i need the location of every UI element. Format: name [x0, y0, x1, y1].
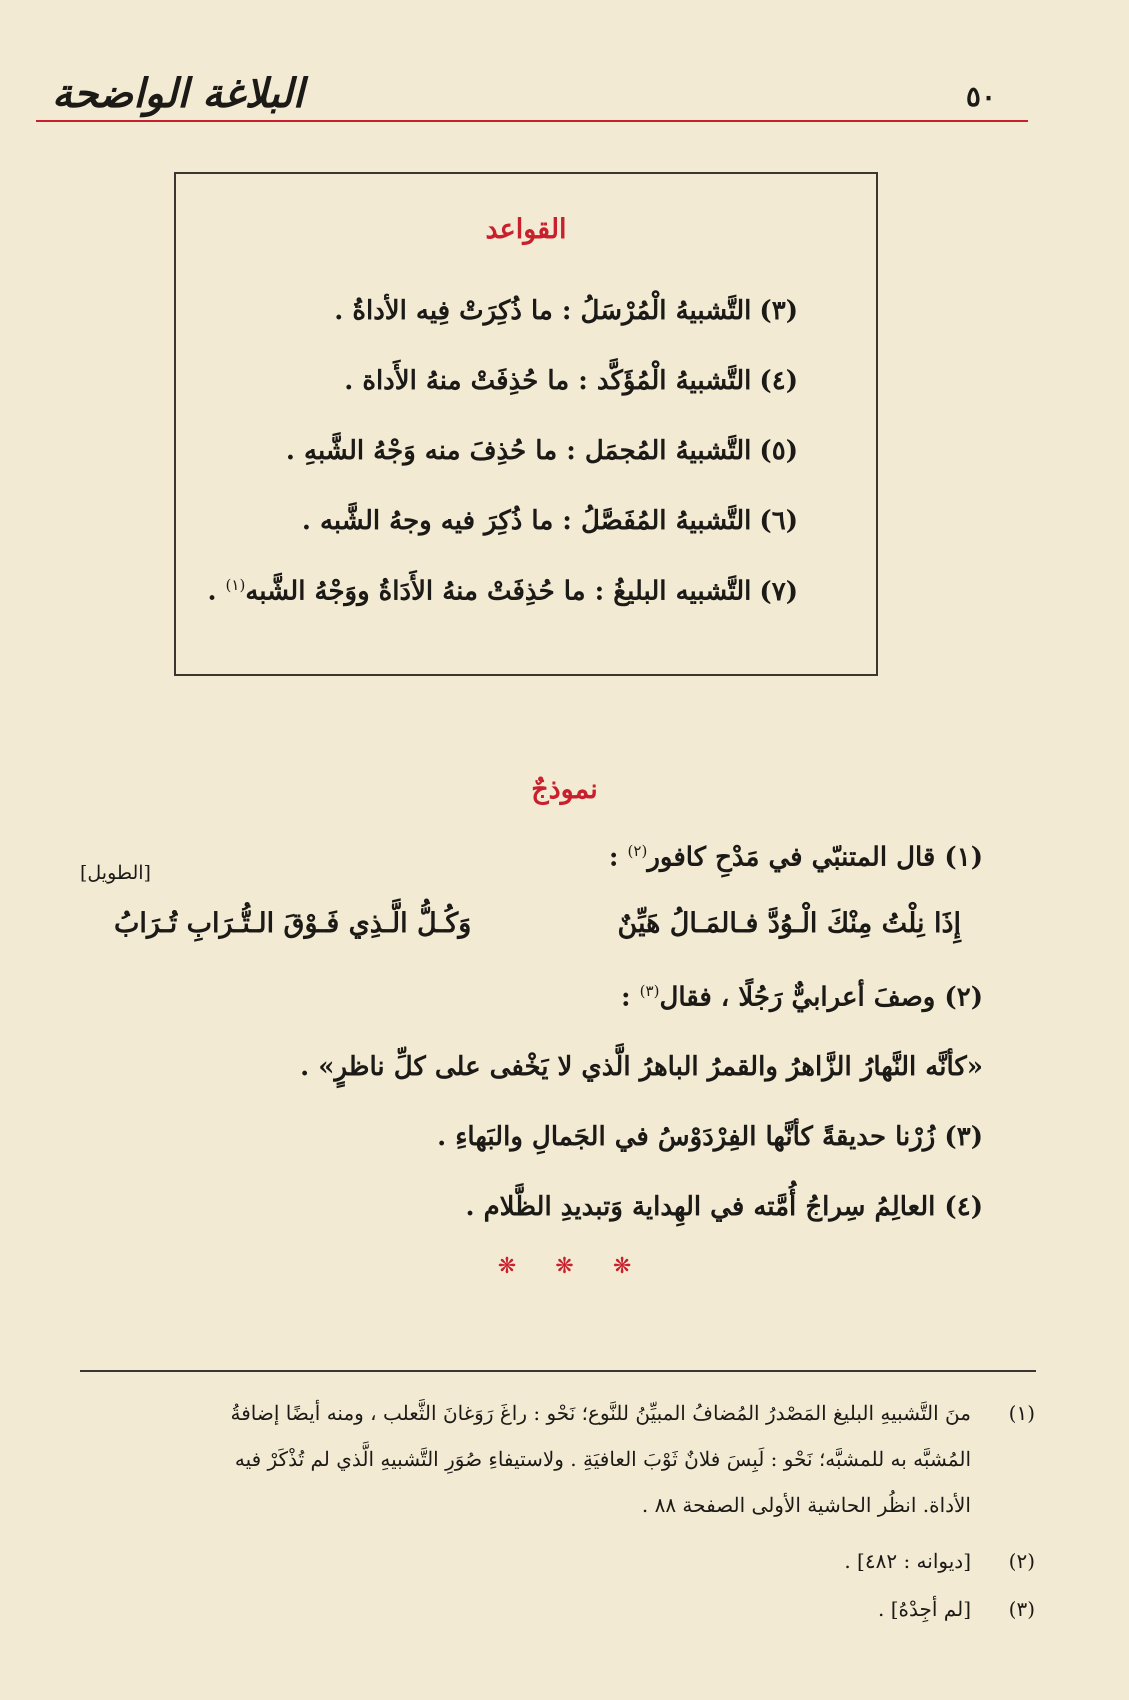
footnote-line: [ديوانه : ٤٨٢] .: [844, 1549, 971, 1573]
rules-title: القواعد: [485, 214, 567, 245]
footnote-number: (٣): [1008, 1597, 1035, 1621]
item-text: زُرْنا حديقةً كأنَّها الفِرْدَوْسُ في الجَمالِ والبَهاءِ .: [437, 1122, 936, 1152]
example-item-2: [621, 982, 983, 1013]
rule-text: التَّشبيهُ المُفَصَّلُ : ما ذُكِرَ فيه وجهُ الشَّبه .: [301, 506, 752, 536]
example-item-3: [437, 1122, 983, 1152]
item-number: (٣): [944, 1122, 983, 1152]
item-text: العالِمُ سِراجُ أُمَّته في الهِداية وَتبديدِ الظَّلام .: [465, 1192, 936, 1222]
rule-number: (٥): [759, 436, 798, 466]
rule-text: التَّشبيهُ الْمُؤَكَّد : ما حُذِفَتْ منهُ الأَداة .: [344, 366, 752, 396]
quoted-saying: «كأنَّه النَّهارُ الزَّاهرُ والقمرُ الباهرُ الَّذي لا يَخْفى على كلِّ ناظرٍ» .: [300, 1052, 983, 1082]
header-divider: [36, 120, 1028, 122]
item-text: وصفَ أعرابيٌّ رَجُلًا ، فقال: [659, 982, 936, 1013]
section-ornaments: [0, 1254, 1129, 1279]
rule-number: (٤): [759, 366, 798, 396]
verse-second-hemistich: وَكُـلُّ الَّـذِي فَـوْقَ الـتُّـرَابِ تُـرَابُ: [114, 908, 472, 939]
item-number: (٢): [944, 982, 983, 1013]
rule-item: [344, 366, 798, 396]
ornament-icon: ❋: [497, 1254, 517, 1279]
footnote-line: الأداة. انظُر الحاشية الأولى الصفحة ٨٨ .: [641, 1493, 971, 1517]
rule-number: (٣): [759, 296, 798, 326]
item-text: قال المتنبّي في مَدْحِ كافور: [647, 842, 936, 873]
footnote-number: (٢): [1008, 1549, 1035, 1573]
footnote-2: [91, 1538, 1035, 1584]
item-number: (١): [944, 842, 983, 873]
footnote-number: (١): [1008, 1401, 1035, 1425]
ornament-icon: ❋: [555, 1254, 574, 1279]
rule-item: [302, 506, 798, 536]
rule-number: (٧): [759, 576, 798, 607]
rule-item: [207, 576, 798, 607]
page-header: [36, 70, 1026, 122]
footnote-line: [لم أجِدْهُ] .: [878, 1597, 971, 1621]
footnote-ref-3[interactable]: (٣): [639, 982, 660, 1000]
model-title: نموذجٌ: [531, 774, 598, 805]
example-item-1: [609, 842, 983, 873]
rule-text: التَّشبيهُ الْمُرْسَلُ : ما ذُكِرَتْ فِيه الأداةُ .: [334, 296, 752, 326]
item-end: :: [621, 982, 640, 1013]
footnote-line: منَ التَّشبيهِ البليغ المَصْدرُ المُضافُ المبيِّنُ للنَّوع؛ نَحْو : راغَ رَوَغانَ الثَّعلب ، ومنه أيضًا إضافةُ: [230, 1401, 971, 1425]
footnote-ref-1[interactable]: (١): [225, 576, 246, 594]
rules-box: [174, 172, 878, 676]
footnote-3: [91, 1586, 1035, 1632]
rule-text: التَّشبيه البليغُ : ما حُذِفَتْ منهُ الأَدَاةُ ووَجْهُ الشَّبه: [245, 576, 752, 607]
page-number: ٥٠: [965, 80, 996, 113]
rule-number: (٦): [759, 506, 798, 536]
rule-text: التَّشبيهُ المُجمَل : ما حُذِفَ منه وَجْهُ الشَّبهِ .: [285, 436, 752, 466]
item-end: :: [608, 842, 628, 873]
footnote-1: [91, 1390, 1035, 1528]
rule-item: [286, 436, 798, 466]
rule-end: .: [207, 576, 226, 607]
footnote-line: المُشبَّه به للمشبَّه؛ نَحْو : لَبِسَ فلانٌ ثَوْبَ العافيَةِ . ولاستيفاءِ صُوَرِ التَّشبيهِ الَّذي لم تُذْكَرْ فيه: [234, 1447, 971, 1471]
footnote-ref-2[interactable]: (٢): [627, 842, 648, 860]
rule-item: [334, 296, 798, 326]
footnote-divider: [80, 1370, 1036, 1372]
example-item-4: [465, 1192, 983, 1222]
poem-meter-label: [الطويل]: [80, 862, 151, 884]
verse-first-hemistich: إِذَا نِلْتُ مِنْكَ الْـوُدَّ فـالمَـالُ هَيِّنٌ: [617, 908, 961, 939]
ornament-icon: ❋: [612, 1254, 632, 1279]
item-number: (٤): [944, 1192, 983, 1222]
book-title: البلاغة الواضحة: [52, 70, 304, 117]
